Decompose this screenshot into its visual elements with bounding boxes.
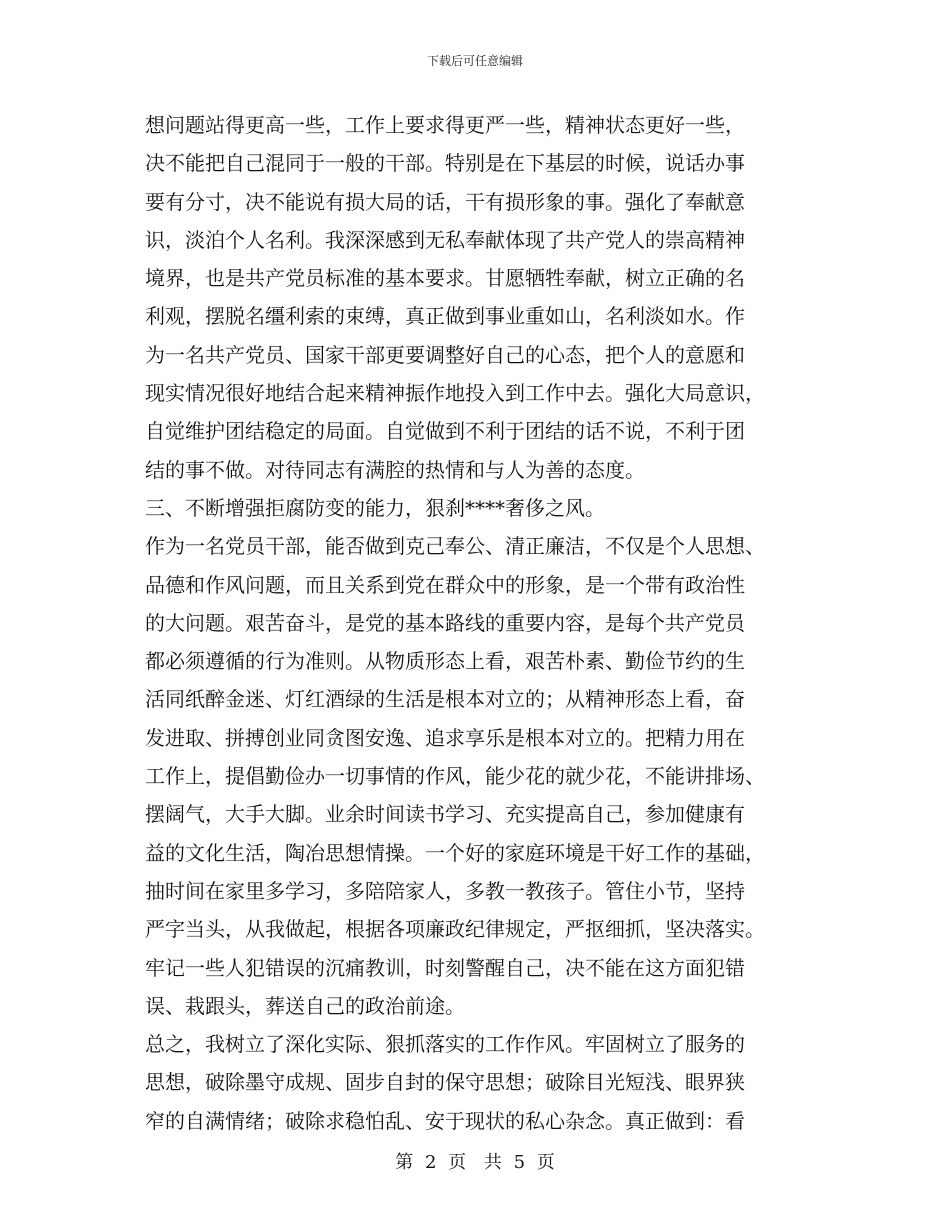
text-line: 抽时间在家里多学习，多陪陪家人，多教一教孩子。管住小节，坚持 [145,878,745,903]
text-line: 想问题站得更高一些，工作上要求得更严一些，精神状态更好一些， [145,113,745,137]
text-line: 活同纸醉金迷、灯红酒绿的生活是根本对立的；从精神形态上看，奋 [145,687,745,712]
text-line: 窄的自满情绪；破除求稳怕乱、安于现状的私心杂念。真正做到：看 [145,1108,745,1133]
page-footer [0,1148,950,1174]
body-text [145,106,815,1140]
text-line: 识，淡泊个人名利。我深深感到无私奉献体现了共产党人的崇高精神 [145,227,745,252]
text-line: 决不能把自己混同于一般的干部。特别是在下基层的时候，说话办事 [145,151,745,176]
current-page-number: 2 [424,1152,437,1173]
page-header: 下载后可任意编辑 [426,54,523,68]
text-line: 利观，摆脱名缰利索的束缚，真正做到事业重如山，名利淡如水。作 [145,304,745,329]
text-line: 摆阔气，大手大脚。业余时间读书学习、充实提高自己，参加健康有 [145,802,745,827]
text-line: 要有分寸，决不能说有损大局的话，干有损形象的事。强化了奉献意 [145,189,745,214]
text-line: 严字当头，从我做起，根据各项廉政纪律规定，严抠细抓，坚决落实。 [145,917,765,942]
text-line: 误、栽跟头，葬送自己的政治前途。 [145,993,465,1018]
text-line: 品德和作风问题，而且关系到党在群众中的形象，是一个带有政治性 [145,572,745,597]
text-line: 的大问题。艰苦奋斗，是党的基本路线的重要内容，是每个共产党员 [145,610,745,635]
text-line: 为一名共产党员、国家干部更要调整好自己的心态，把个人的意愿和 [145,342,745,367]
text-line: 境界，也是共产党员标准的基本要求。甘愿牺牲奉献，树立正确的名 [145,266,745,291]
footer-total-suffix: 页 [536,1152,555,1173]
footer-total-prefix: 共 [483,1152,502,1173]
text-line: 益的文化生活，陶冶思想情操。一个好的家庭环境是干好工作的基础， [145,840,765,865]
text-line: 现实情况很好地结合起来精神振作地投入到工作中去。强化大局意识， [145,381,765,406]
text-line: 牢记一些人犯错误的沉痛教训，时刻警醒自己，决不能在这方面犯错 [145,955,745,980]
footer-page-label: 页 [448,1152,467,1173]
text-line: 自觉维护团结稳定的局面。自觉做到不利于团结的话不说，不利于团 [145,419,745,444]
text-line: 结的事不做。对待同志有满腔的热情和与人为善的态度。 [145,457,645,482]
text-line: 都必须遵循的行为准则。从物质形态上看，艰苦朴素、勤俭节约的生 [145,649,745,674]
text-line: 发进取、拼搏创业同贪图安逸、追求享乐是根本对立的。把精力用在 [145,725,745,750]
footer-prefix: 第 [395,1152,414,1173]
text-line: 工作上，提倡勤俭办一切事情的作风，能少花的就少花，不能讲排场、 [145,764,765,789]
total-pages-number: 5 [513,1152,526,1173]
text-line: 总之，我树立了深化实际、狠抓落实的工作作风。牢固树立了服务的 [145,1032,745,1057]
section-heading: 三、不断增强拒腐防变的能力，狠刹****奢侈之风。 [145,495,605,520]
text-line: 作为一名党员干部，能否做到克己奉公、清正廉洁，不仅是个人思想、 [145,534,765,559]
text-line: 思想，破除墨守成规、固步自封的保守思想；破除目光短浅、眼界狭 [145,1070,745,1095]
